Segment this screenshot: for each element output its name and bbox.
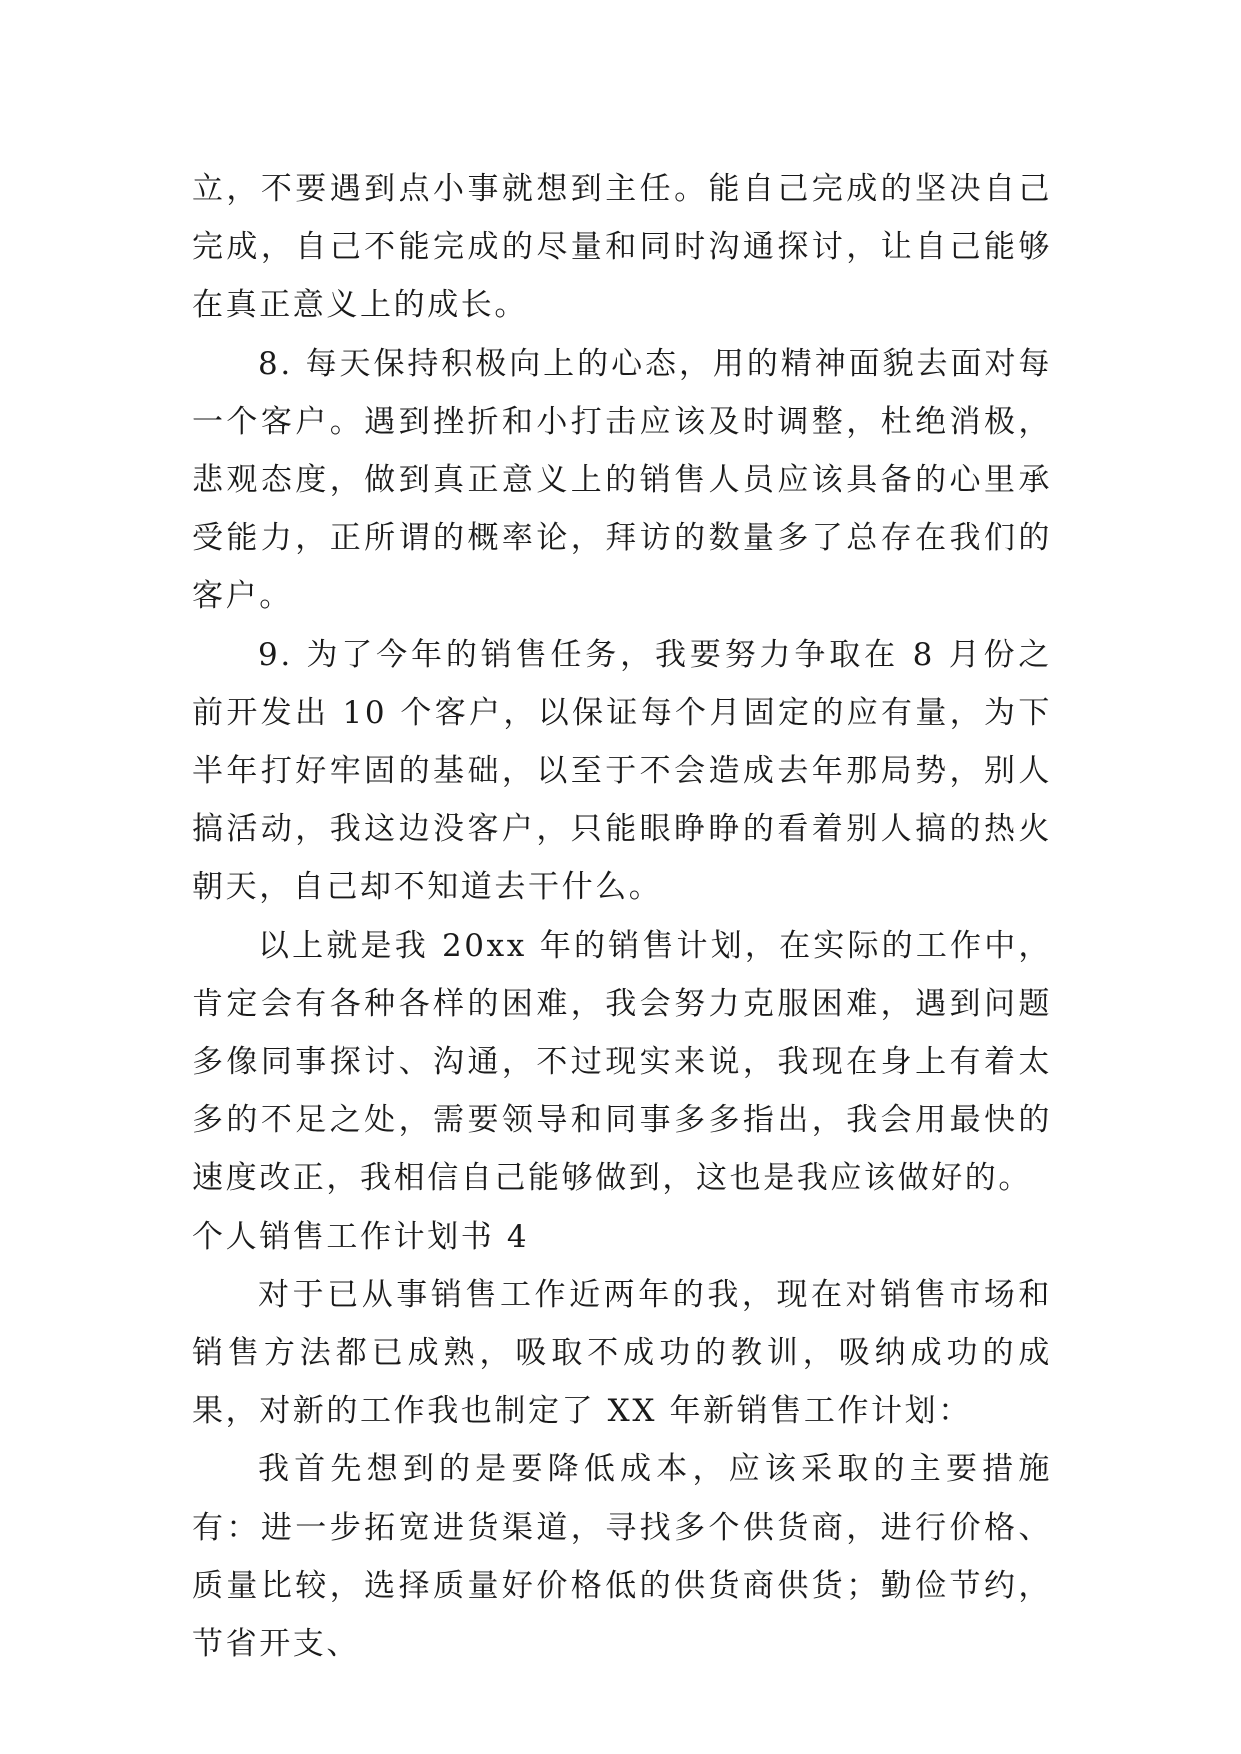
paragraph-summary: 以上就是我 20xx 年的销售计划，在实际的工作中，肯定会有各种各样的困难，我会努力克服困难，遇到问题多像同事探讨、沟通，不过现实来说，我现在身上有着太多的不足之处，需要领导和同事多多指出，我会用最快的速度改正，我相信自己能够做到，这也是我应该做好的。 (192, 927, 1052, 1197)
document-body (192, 160, 1052, 1673)
section-title: 个人销售工作计划书 4 (192, 1218, 530, 1255)
paragraph-cost-reduction: 我首先想到的是要降低成本，应该采取的主要措施有：进一步拓宽进货渠道，寻找多个供货商，进行价格、质量比较，选择质量好价格低的供货商供货；勤俭节约，节省开支、 (192, 1451, 1052, 1663)
paragraph-item-8: 8. 每天保持积极向上的心态，用的精神面貌去面对每一个客户。遇到挫折和小打击应该及时调整，杜绝消极，悲观态度，做到真正意义上的销售人员应该具备的心里承受能力，正所谓的概率论，拜访的数量多了总存在我们的客户。 (192, 345, 1052, 615)
paragraph-item-9: 9. 为了今年的销售任务，我要努力争取在 8 月份之前开发出 10 个客户，以保证每个月固定的应有量，为下半年打好牢固的基础，以至于不会造成去年那局势，别人搞活动，我这边没客户，只能眼睁睁的看着别人搞的热火朝天，自己却不知道去干什么。 (192, 636, 1052, 906)
paragraph-intro: 对于已从事销售工作近两年的我，现在对销售市场和销售方法都已成熟，吸取不成功的教训，吸纳成功的成果，对新的工作我也制定了 XX 年新销售工作计划： (192, 1276, 1052, 1430)
paragraph-continuation: 立，不要遇到点小事就想到主任。能自己完成的坚决自己完成，自己不能完成的尽量和同时沟通探讨，让自己能够在真正意义上的成长。 (192, 171, 1052, 324)
